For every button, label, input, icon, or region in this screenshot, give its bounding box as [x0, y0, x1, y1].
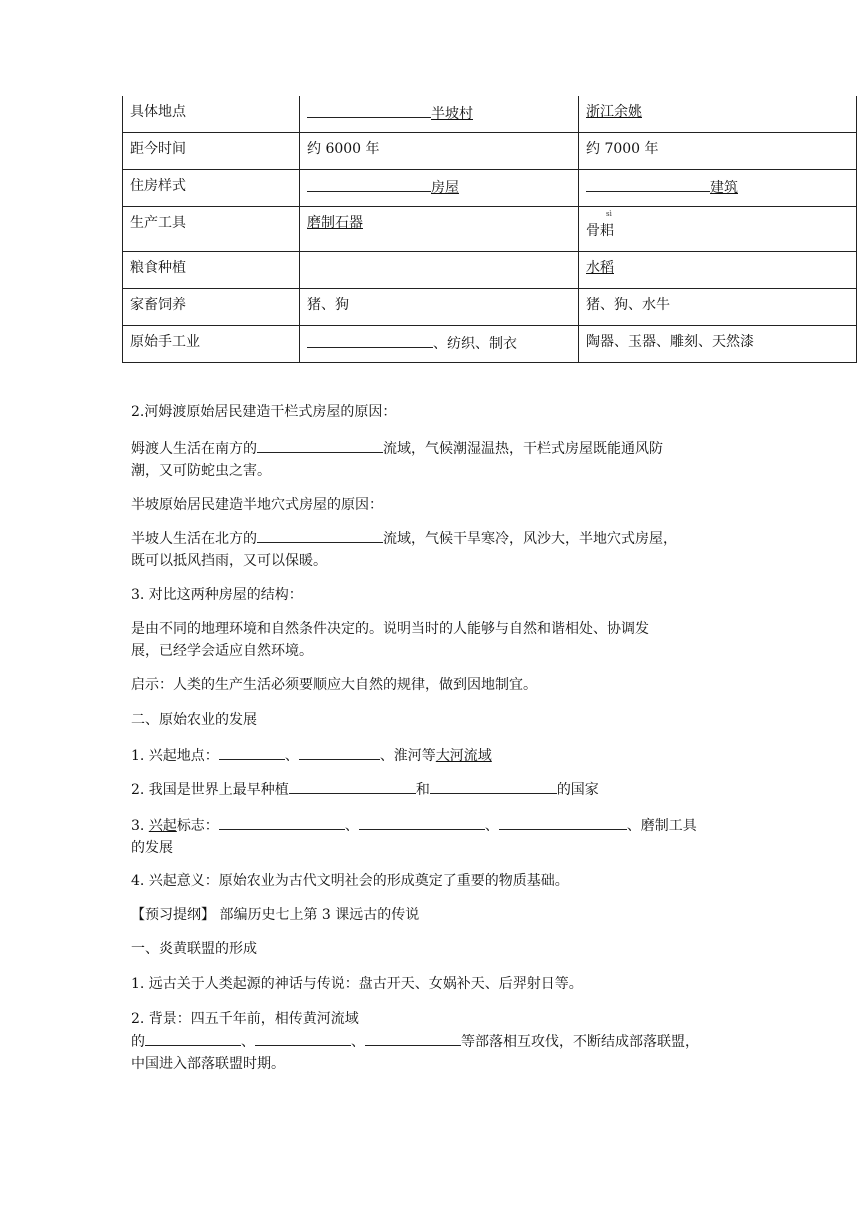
q3-heading: 3. 对比这两种房屋的结构：: [131, 587, 303, 603]
ruby-text: sì 骨耜: [586, 210, 614, 239]
lesson3-title: 【预习提纲】 部编历史七上第 3 课远古的传说: [131, 907, 420, 923]
fill-blank[interactable]: [219, 814, 345, 830]
row-label: 原始手工业: [123, 326, 300, 363]
background-paragraph: 2. 背景：四五千年前，相传黄河流域 的 、 、 等部落相互攻伐，不断结成部落联盟， 中国进入部落联盟时期。: [131, 1011, 699, 1072]
row-label: 粮食种植: [123, 252, 300, 289]
section2-heading: 二、原始农业的发展: [131, 712, 257, 728]
lesson3-section1-heading: 一、炎黄联盟的形成: [131, 941, 257, 957]
q2-banpo-heading: 半坡原始居民建造半地穴式房屋的原因：: [131, 497, 383, 513]
fill-blank[interactable]: [289, 778, 416, 794]
banpo-cell: 房屋: [300, 170, 579, 207]
hemudu-cell: 陶器、玉器、雕刻、天然漆: [579, 326, 857, 363]
q3-insight: 启示：人类的生产生活必须要顺应大自然的规律，做到因地制宜。: [131, 677, 537, 693]
table-row: [123, 207, 857, 252]
row-label: 住房样式: [123, 170, 300, 207]
myths-line: 1. 远古关于人类起源的神话与传说：盘古开天、女娲补天、后羿射日等。: [131, 976, 583, 992]
hemudu-cell: 猪、狗、水牛: [579, 289, 857, 326]
q2-hemudu-paragraph: 姆渡人生活在南方的 流域，气候潮湿温热，干栏式房屋既能通风防 潮，又可防蛇虫之害。: [131, 437, 741, 482]
fill-blank[interactable]: [430, 778, 557, 794]
row-label: 家畜饲养: [123, 289, 300, 326]
fill-blank[interactable]: [257, 437, 383, 453]
pinyin-annotation: sì: [606, 210, 612, 218]
table-row: [123, 326, 857, 363]
q2-banpo-paragraph: 半坡人生活在北方的 流域，气候干旱寒冷，风沙大，半地穴式房屋， 既可以抵风挡雨，又可以保暖。: [131, 527, 741, 572]
row-label: 具体地点: [123, 96, 300, 133]
banpo-cell: 磨制石器: [300, 207, 579, 252]
fill-blank[interactable]: [145, 1030, 241, 1046]
banpo-cell: 猪、狗: [300, 289, 579, 326]
fill-blank[interactable]: [499, 814, 627, 830]
banpo-cell: [300, 252, 579, 289]
q3-paragraph: 是由不同的地理环境和自然条件决定的。说明当时的人能够与自然和谐相处、协调发 展，已经学会适应自然环境。: [131, 621, 649, 659]
comparison-table: [122, 96, 857, 363]
fill-blank[interactable]: [307, 332, 433, 348]
agri-significance: 4. 兴起意义：原始农业为古代文明社会的形成奠定了重要的物质基础。: [131, 873, 569, 889]
banpo-cell: 约 6000 年: [300, 133, 579, 170]
row-label: 距今时间: [123, 133, 300, 170]
agri-markers-paragraph: 3. 兴起标志： 、 、 、磨制工具 的发展: [131, 814, 741, 859]
fill-blank[interactable]: [359, 814, 485, 830]
fill-blank[interactable]: [365, 1030, 461, 1046]
table-row: [123, 252, 857, 289]
banpo-cell: 半坡村: [300, 96, 579, 133]
fill-blank[interactable]: [307, 176, 431, 192]
table-row: [123, 96, 857, 133]
row-label: 生产工具: [123, 207, 300, 252]
fill-blank[interactable]: [307, 102, 431, 118]
table-row: [123, 289, 857, 326]
banpo-cell: 、纺织、制衣: [300, 326, 579, 363]
fill-blank[interactable]: [299, 744, 380, 760]
agri-origin-line: 1. 兴起地点： 、 、淮河等大河流域: [131, 744, 731, 767]
fill-blank[interactable]: [255, 1030, 351, 1046]
table-row: [123, 133, 857, 170]
table-row: [123, 170, 857, 207]
hemudu-cell: [579, 207, 857, 252]
fill-blank[interactable]: [257, 527, 383, 543]
hemudu-cell: 浙江余姚: [579, 96, 857, 133]
hemudu-cell: 约 7000 年: [579, 133, 857, 170]
q2-heading: 2.河姆渡原始居民建造干栏式房屋的原因：: [131, 404, 397, 420]
agri-earliest-line: 2. 我国是世界上最早种植 和 的国家: [131, 778, 731, 801]
hemudu-cell: 水稻: [579, 252, 857, 289]
hemudu-cell: 建筑: [579, 170, 857, 207]
fill-blank[interactable]: [586, 176, 710, 192]
fill-blank[interactable]: [219, 744, 285, 760]
